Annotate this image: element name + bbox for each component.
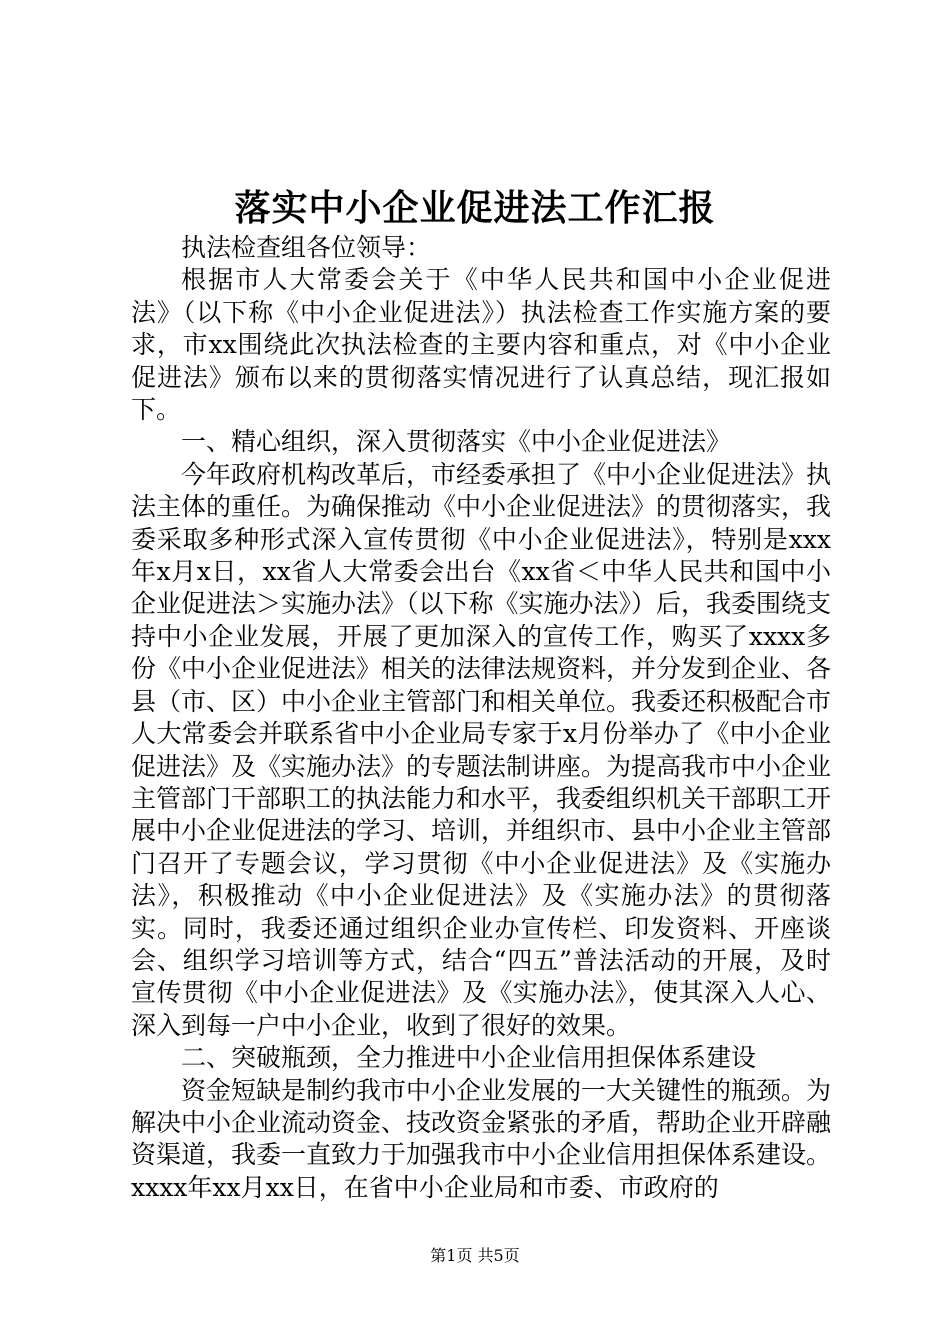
section-1-heading: 一、精心组织，深入贯彻落实《中小企业促进法》	[181, 427, 732, 457]
document-body	[131, 232, 831, 1204]
intro-paragraph: 根据市人大常委会关于《中华人民共和国中小企业促进法》（以下称《中小企业促进法》）执法检查工作实施方案的要求，市xx围绕此次执法检查的主要内容和重点，对《中小企业促进法》颁布以来的贯彻落实情况进行了认真总结，现汇报如下。	[131, 265, 831, 425]
page-footer: 第1页 共5页	[430, 1246, 520, 1265]
section-2-paragraph: 资金短缺是制约我市中小企业发展的一大关键性的瓶颈。为解决中小企业流动资金、技改资金紧张的矛盾，帮助企业开辟融资渠道，我委一直致力于加强我市中小企业信用担保体系建设。xxxx年xx月xx日，在省中小企业局和市委、市政府的	[131, 1075, 832, 1202]
section-1-paragraph: 今年政府机构改革后，市经委承担了《中小企业促进法》执法主体的重任。为确保推动《中小企业促进法》的贯彻落实，我委采取多种形式深入宣传贯彻《中小企业促进法》，特别是xxx年x月x日，xx省人大常委会出台《xx省＜中华人民共和国中小企业促进法＞实施办法》（以下称《实施办法》）后，我委围绕支持中小企业发展，开展了更加深入的宣传工作，购买了xxxx多份《中小企业促进法》相关的法律法规资料，并分发到企业、各县（市、区）中小企业主管部门和相关单位。我委还积极配合市人大常委会并联系省中小企业局专家于x月份举办了《中小企业促进法》及《实施办法》的专题法制讲座。为提高我市中小企业主管部门干部职工的执法能力和水平，我委组织机关干部职工开展中小企业促进法的学习、培训，并组织市、县中小企业主管部门召开了专题会议，学习贯彻《中小企业促进法》及《实施办法》，积极推动《中小企业促进法》及《实施办法》的贯彻落实。同时，我委还通过组织企业办宣传栏、印发资料、开座谈会、组织学习培训等方式，结合“四五”普法活动的开展，及时宣传贯彻《中小企业促进法》及《实施办法》，使其深入人心、深入到每一户中小企业，收到了很好的效果。	[131, 459, 832, 1040]
document-title: 落实中小企业促进法工作汇报	[234, 187, 716, 229]
salutation: 执法检查组各位领导：	[181, 233, 432, 262]
section-2-heading: 二、突破瓶颈，全力推进中小企业信用担保体系建设	[181, 1043, 757, 1073]
